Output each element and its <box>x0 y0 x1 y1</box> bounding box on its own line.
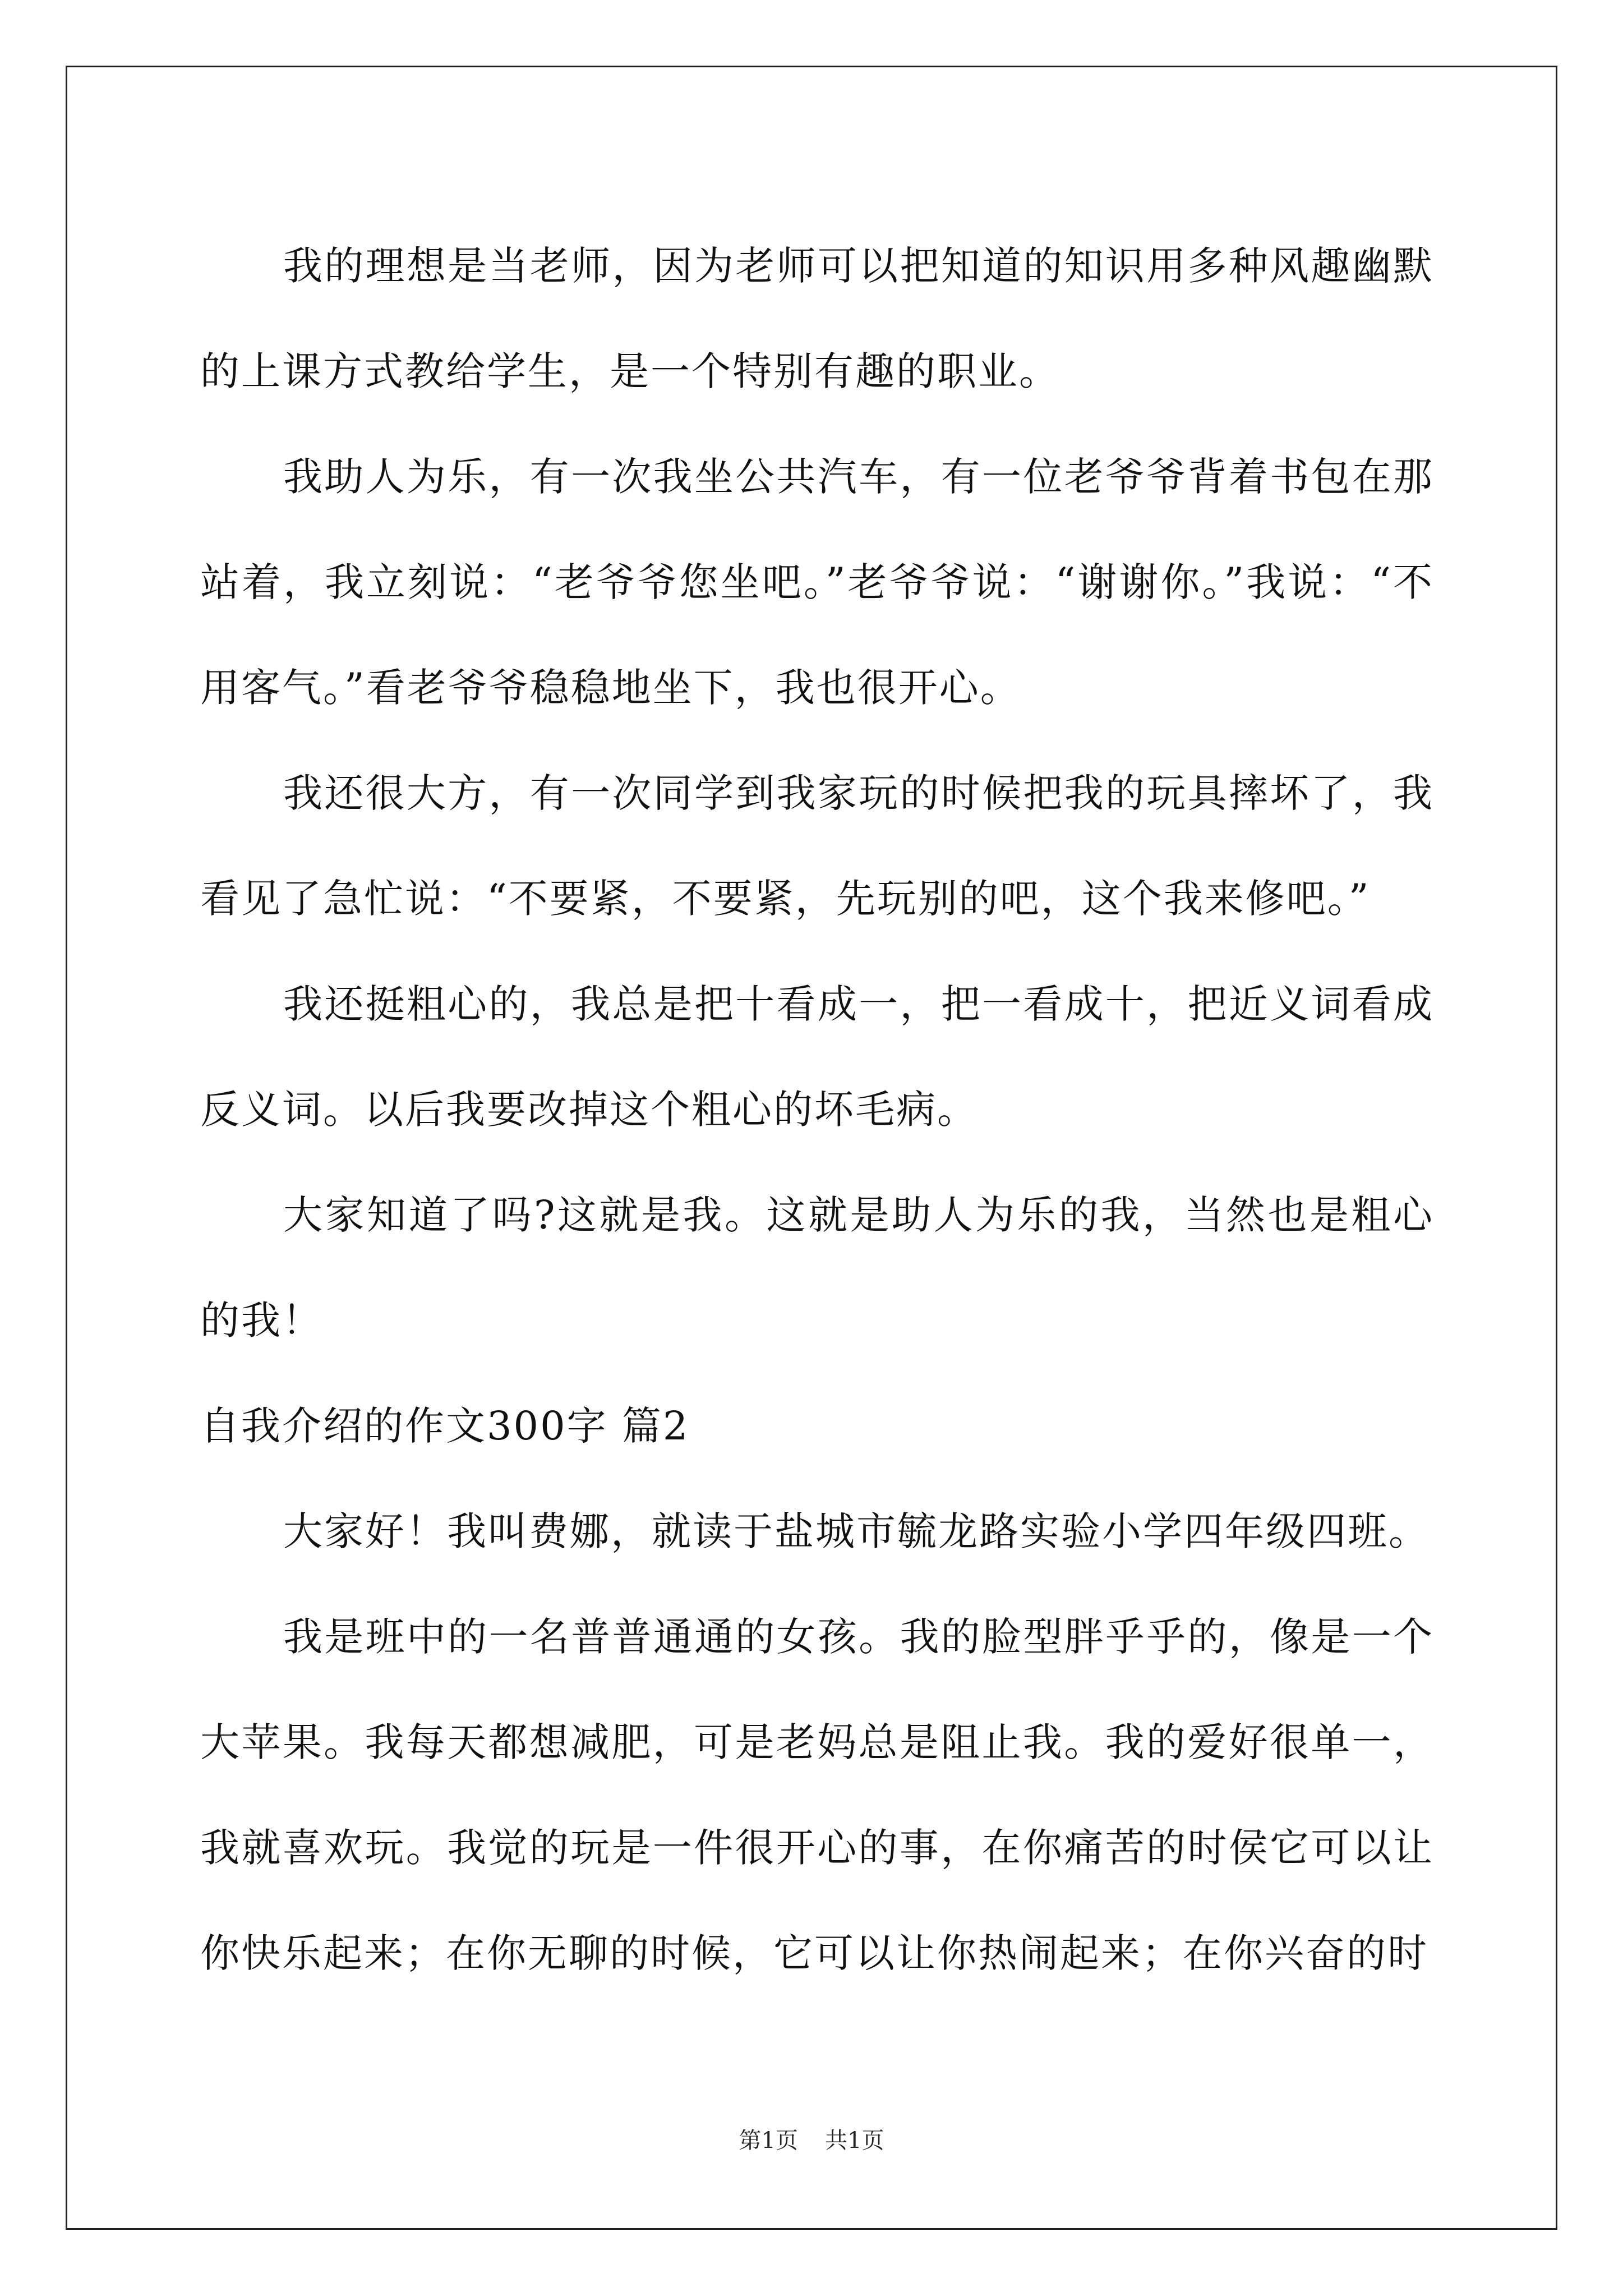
page-number: 第1页 <box>739 2128 798 2154</box>
section-heading: 自我介绍的作文300字 篇2 <box>200 1403 690 1449</box>
paragraph-ideal: 我的理想是当老师，因为老师可以把知道的知识用多种风趣幽默的上课方式教给学生，是一个特别有趣的职业。 <box>200 243 1434 394</box>
paragraph-greeting: 大家好！我叫费娜，就读于盐城市毓龙路实验小学四年级四班。 <box>283 1508 1430 1554</box>
document-body <box>200 213 1434 2006</box>
paragraph-generous: 我还很大方，有一次同学到我家玩的时候把我的玩具摔坏了，我看见了急忙说：“不要紧，不要紧，先玩别的吧，这个我来修吧。” <box>200 770 1434 922</box>
paragraph-helping: 我助人为乐，有一次我坐公共汽车，有一位老爷爷背着书包在那站着，我立刻说：“老爷爷您坐吧。”老爷爷说：“谢谢你。”我说：“不用客气。”看老爷爷稳稳地坐下，我也很开心。 <box>200 454 1434 711</box>
paragraph-conclusion: 大家知道了吗?这就是我。这就是助人为乐的我，当然也是粗心的我！ <box>200 1192 1434 1343</box>
paragraph-description: 我是班中的一名普普通通的女孩。我的脸型胖乎乎的，像是一个大苹果。我每天都想减肥，可是老妈总是阻止我。我的爱好很单一，我就喜欢玩。我觉的玩是一件很开心的事，在你痛苦的时侯它可以让你快乐起来；在你无聊的时候，它可以让你热闹起来；在你兴奋的时 <box>200 1614 1434 1976</box>
paragraph-careless: 我还挺粗心的，我总是把十看成一，把一看成十，把近义词看成反义词。以后我要改掉这个粗心的坏毛病。 <box>200 981 1434 1133</box>
page-footer <box>0 2124 1623 2157</box>
page-total: 共1页 <box>825 2128 884 2154</box>
